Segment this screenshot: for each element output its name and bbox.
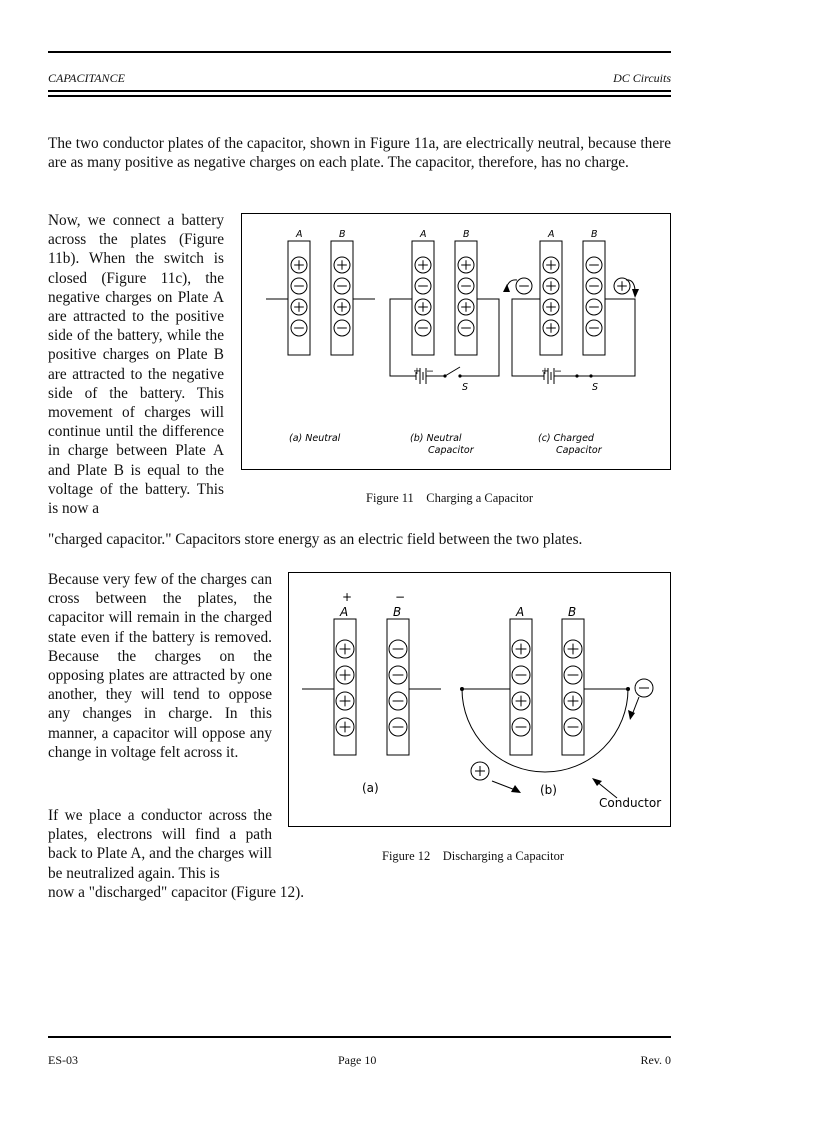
charge-symbol-icon bbox=[564, 718, 582, 736]
figure-12-diagram bbox=[289, 573, 672, 828]
charge-symbol-icon bbox=[458, 320, 474, 336]
charge-symbol-icon bbox=[458, 299, 474, 315]
footer-center: Page 10 bbox=[338, 1053, 377, 1067]
charge-symbol-icon bbox=[291, 257, 307, 273]
header-rule-top bbox=[48, 51, 671, 53]
charge-symbol-icon bbox=[336, 718, 354, 736]
fig11-switch-b: S bbox=[462, 382, 469, 393]
charge-symbol-icon bbox=[512, 718, 530, 736]
figure-12 bbox=[288, 572, 671, 827]
charge-symbol-icon bbox=[564, 666, 582, 684]
fig12-label-a2: A bbox=[516, 605, 525, 619]
figure-11-caption: Figure 11 Charging a Capacitor bbox=[366, 491, 533, 505]
paragraph-discharging-end: now a "discharged" capacitor (Figure 12). bbox=[48, 884, 305, 901]
header-right: DC Circuits bbox=[613, 71, 671, 85]
charge-symbol-icon bbox=[336, 666, 354, 684]
charge-symbol-icon bbox=[512, 640, 530, 658]
paragraph-intro: The two conductor plates of the capacitor, shown in Figure 11a, are electrically neutral, because there are as many positive as negative charges on each plate. The capacitor, therefore, has no charge. bbox=[48, 135, 671, 172]
footer-right: Rev. 0 bbox=[640, 1053, 671, 1067]
figure-11 bbox=[241, 213, 671, 470]
fig12-minus-sign: − bbox=[395, 590, 406, 604]
footer-left: ES-03 bbox=[48, 1053, 78, 1067]
charge-symbol-icon bbox=[336, 692, 354, 710]
figure-11-diagram bbox=[242, 214, 672, 471]
charge-symbol-icon bbox=[458, 257, 474, 273]
svg-text:−: − bbox=[554, 366, 562, 377]
svg-text:−: − bbox=[426, 366, 434, 377]
paragraph-discharging: If we place a conductor across the plates, electrons will find a path back to Plate A, and the charges will be neutralized again. This is bbox=[48, 807, 272, 882]
charge-symbol-icon bbox=[586, 320, 602, 336]
fig12-plus-sign: + bbox=[342, 590, 353, 604]
fig11-label-b3: B bbox=[591, 229, 598, 240]
charge-symbol-icon bbox=[291, 278, 307, 294]
moving-positive-charge-icon bbox=[614, 278, 630, 294]
charge-symbol-icon bbox=[586, 278, 602, 294]
svg-text:+: + bbox=[413, 366, 421, 377]
fig11-label-a1: A bbox=[296, 229, 303, 240]
charge-symbol-icon bbox=[564, 692, 582, 710]
charge-symbol-icon bbox=[415, 320, 431, 336]
fig11-panel-c-line1: (c) Charged bbox=[538, 433, 594, 444]
charge-symbol-icon bbox=[389, 640, 407, 658]
charge-symbol-icon bbox=[543, 299, 559, 315]
fig11-panel-c-line2: Capacitor bbox=[556, 445, 602, 456]
charge-symbol-icon bbox=[512, 666, 530, 684]
charge-symbol-icon bbox=[415, 299, 431, 315]
fig12-label-b1: B bbox=[393, 605, 402, 619]
fig12-panel-a: (a) bbox=[362, 781, 379, 795]
charge-symbol-icon bbox=[334, 299, 350, 315]
paragraph-remains-charged: Because very few of the charges can cross between the plates, the capacitor will remain in the charged state even if the battery is removed. Because the charges on the opposing plates are attracted by one another, they will tend to oppose any changes in charge. In this manner, a capacitor will oppose any change in voltage felt across it. bbox=[48, 571, 272, 761]
charge-symbol-icon bbox=[334, 257, 350, 273]
fig11-label-a2: A bbox=[420, 229, 427, 240]
paragraph-charging-end: "charged capacitor." Capacitors store energy as an electric field between the two plates. bbox=[48, 531, 583, 548]
charge-symbol-icon bbox=[543, 278, 559, 294]
header-rule-bottom-1 bbox=[48, 90, 671, 92]
charge-symbol-icon bbox=[389, 666, 407, 684]
moving-electron-icon bbox=[516, 278, 532, 294]
charge-symbol-icon bbox=[458, 278, 474, 294]
charge-symbol-icon bbox=[291, 320, 307, 336]
header-left: CAPACITANCE bbox=[48, 71, 125, 85]
fig11-switch-c: S bbox=[592, 382, 599, 393]
fig12-label-b2: B bbox=[568, 605, 577, 619]
fig11-label-b1: B bbox=[339, 229, 346, 240]
charge-symbol-icon bbox=[334, 278, 350, 294]
fig12-panel-b: (b) bbox=[540, 783, 557, 797]
fig11-label-b2: B bbox=[463, 229, 470, 240]
charge-symbol-icon bbox=[334, 320, 350, 336]
charge-symbol-icon bbox=[586, 299, 602, 315]
fig12-conductor-label: Conductor bbox=[599, 796, 662, 810]
charge-symbol-icon bbox=[543, 257, 559, 273]
fig11-panel-b-line2: Capacitor bbox=[428, 445, 474, 456]
paragraph-charging: Now, we connect a battery across the plates (Figure 11b). When the switch is closed (Figure 11c), the negative charges on Plate A are attracted to the positive side of the battery, while the positive charges on Plate B are attracted to the negative side of the battery. This movement of charges will continue until the difference in charge between Plate A and Plate B is equal to the voltage of the battery. This is now a bbox=[48, 212, 224, 518]
charge-symbol-icon bbox=[389, 692, 407, 710]
header-rule-bottom-2 bbox=[48, 95, 671, 97]
charge-symbol-icon bbox=[291, 299, 307, 315]
charge-symbol-icon bbox=[415, 278, 431, 294]
fig11-panel-b-line1: (b) Neutral bbox=[410, 433, 462, 444]
fig11-label-a3: A bbox=[548, 229, 555, 240]
charge-symbol-icon bbox=[543, 320, 559, 336]
charge-symbol-icon bbox=[512, 692, 530, 710]
charge-symbol-icon bbox=[389, 718, 407, 736]
charge-symbol-icon bbox=[415, 257, 431, 273]
charge-symbol-icon bbox=[586, 257, 602, 273]
footer-rule bbox=[48, 1036, 671, 1038]
charge-symbol-icon bbox=[564, 640, 582, 658]
fig11-panel-a: (a) Neutral bbox=[289, 433, 341, 444]
charge-symbol-icon bbox=[336, 640, 354, 658]
figure-12-caption: Figure 12 Discharging a Capacitor bbox=[382, 849, 565, 863]
fig12-label-a1: A bbox=[340, 605, 349, 619]
svg-text:+: + bbox=[541, 366, 549, 377]
